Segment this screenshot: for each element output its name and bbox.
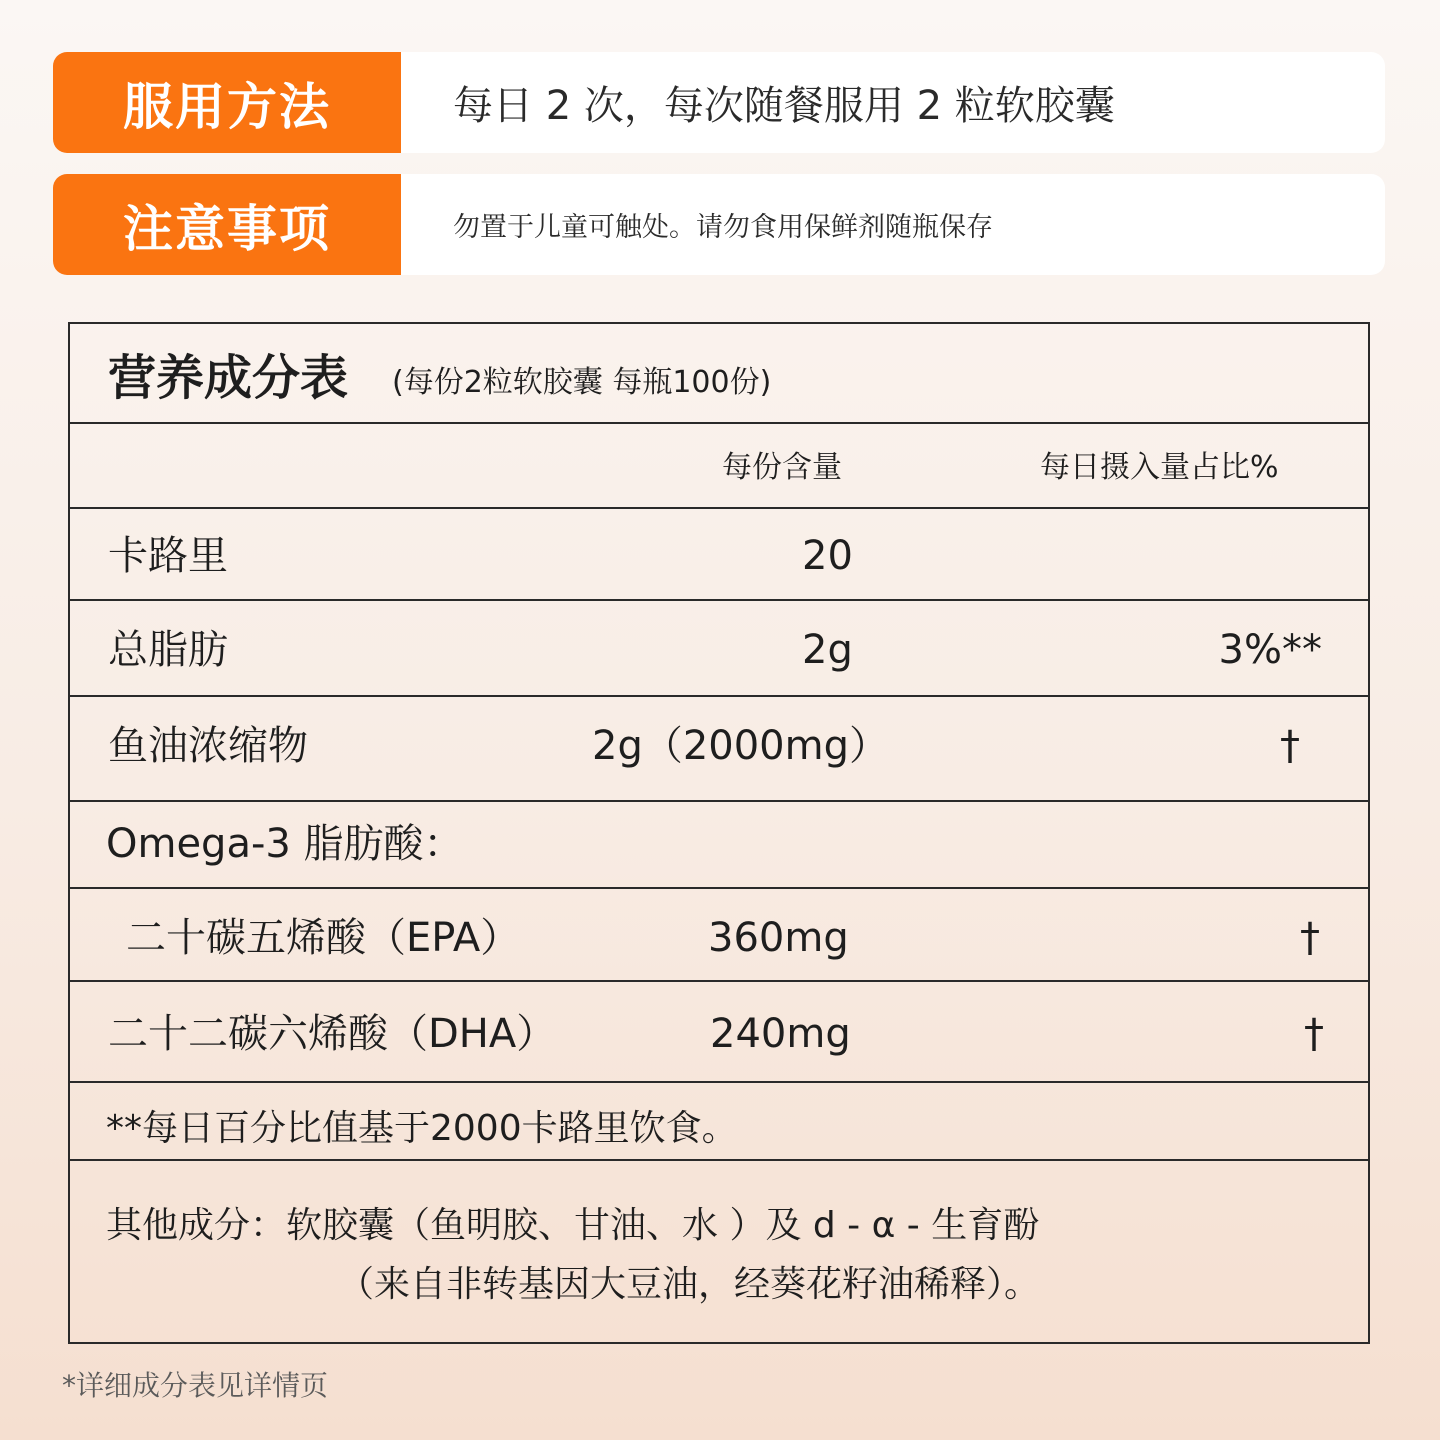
row-divider [70,599,1368,601]
row-calories-name: 卡路里 [108,533,228,579]
row-epa-daily: † [1300,915,1320,961]
row-fishoil-amount: 2g（2000mg） [592,723,889,769]
usage-label: 服用方法 [53,52,401,153]
caution-row [53,174,1385,275]
footer-note: *详细成分表见详情页 [62,1369,329,1402]
col-header-amount: 每份含量 [722,450,842,485]
row-dha-daily: † [1304,1011,1324,1057]
row-divider [70,887,1368,889]
row-divider [70,422,1368,424]
row-divider [70,695,1368,697]
row-calories-amount: 20 [802,533,853,579]
nutrition-title: 营养成分表 [108,350,349,406]
row-omega3-name: Omega-3 脂肪酸： [106,821,464,867]
row-dha-amount: 240mg [710,1011,851,1057]
caution-label: 注意事项 [53,174,401,275]
row-divider [70,980,1368,982]
footnote: **每日百分比值基于2000卡路里饮食。 [106,1108,738,1149]
caution-value: 勿置于儿童可触处。请勿食用保鲜剂随瓶保存 [453,212,993,243]
row-fat-amount: 2g [802,627,853,673]
row-divider [70,507,1368,509]
col-header-daily: 每日摄入量占比% [1040,450,1279,485]
row-fishoil-daily: † [1280,723,1300,769]
usage-row [53,52,1385,153]
row-dha-name: 二十二碳六烯酸（DHA） [108,1011,557,1057]
row-fat-name: 总脂肪 [108,627,228,673]
nutrition-subtitle: (每份2粒软胶囊 每瓶100份) [392,365,772,400]
row-divider [70,1159,1368,1161]
nutrition-table [68,322,1370,1344]
row-fat-daily: 3%** [1218,627,1322,673]
row-epa-amount: 360mg [708,915,849,961]
usage-value: 每日 2 次，每次随餐服用 2 粒软胶囊 [453,83,1115,129]
row-divider [70,1081,1368,1083]
other-ingredients-line2: （来自非转基因大豆油，经葵花籽油稀释）。 [338,1264,1041,1305]
row-fishoil-name: 鱼油浓缩物 [108,723,308,769]
other-ingredients-line1: 其他成分：软胶囊（鱼明胶、甘油、水 ）及 d - α - 生育酚 [106,1205,1040,1246]
row-divider [70,800,1368,802]
row-epa-name: 二十碳五烯酸（EPA） [126,915,521,961]
